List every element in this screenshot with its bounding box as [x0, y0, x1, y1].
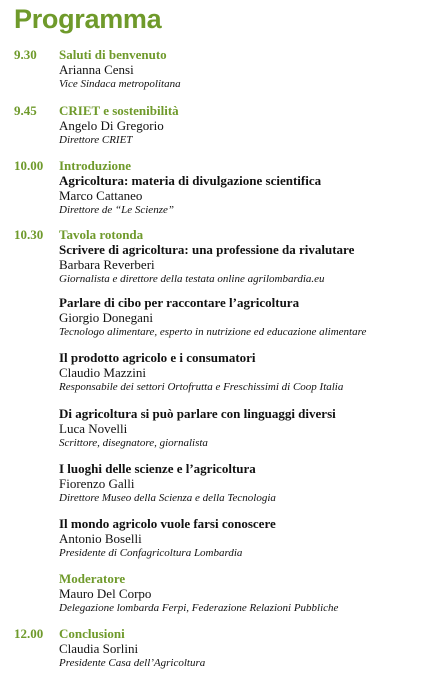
session-block — [59, 103, 414, 147]
speaker-role: Responsabile dei settori Ortofrutta e Freschissimi di Coop Italia — [59, 381, 344, 393]
talk-title: Agricoltura: materia di divulgazione scientifica — [59, 173, 322, 188]
talk-title: Parlare di cibo per raccontare l’agricoltura — [59, 295, 300, 310]
session-time: 10.30 — [14, 227, 44, 242]
session-block — [59, 227, 414, 286]
session-block — [59, 47, 414, 91]
section-title: Saluti di benvenuto — [59, 47, 167, 62]
section-title: Introduzione — [59, 158, 131, 173]
speaker-role: Tecnologo alimentare, esperto in nutrizione ed educazione alimentare — [59, 326, 367, 338]
speaker-role: Direttore CRIET — [59, 134, 133, 146]
section-title: Tavola rotonda — [59, 227, 144, 242]
talk-title: Di agricoltura si può parlare con linguaggi diversi — [59, 406, 336, 421]
talk-title: Il mondo agricolo vuole farsi conoscere — [59, 516, 276, 531]
session-block — [59, 158, 414, 217]
moderator-label: Moderatore — [59, 571, 126, 586]
session-time: 12.00 — [14, 626, 44, 641]
speaker-role: Direttore Museo della Scienza e della Tecnologia — [59, 492, 276, 504]
speaker-name: Luca Novelli — [59, 421, 128, 436]
talk-block — [59, 461, 414, 505]
talk-block — [59, 295, 414, 339]
talk-block — [59, 516, 414, 560]
speaker-role: Delegazione lombarda Ferpi, Federazione Relazioni Pubbliche — [59, 602, 339, 614]
talk-block — [59, 406, 414, 450]
speaker-name: Angelo Di Gregorio — [59, 118, 164, 133]
moderator-block — [59, 571, 414, 615]
speaker-role: Scrittore, disegnatore, giornalista — [59, 437, 208, 449]
speaker-name: Marco Cattaneo — [59, 188, 143, 203]
speaker-name: Antonio Boselli — [59, 531, 142, 546]
speaker-name: Arianna Censi — [59, 62, 134, 77]
speaker-name: Barbara Reverberi — [59, 257, 155, 272]
speaker-name: Claudio Mazzini — [59, 365, 147, 380]
talk-title: Scrivere di agricoltura: una professione da rivalutare — [59, 242, 355, 257]
session-time: 9.45 — [14, 103, 37, 118]
section-title: CRIET e sostenibilità — [59, 103, 179, 118]
session-time: 9.30 — [14, 47, 37, 62]
speaker-role: Giornalista e direttore della testata online agrilombardia.eu — [59, 273, 325, 285]
speaker-name: Mauro Del Corpo — [59, 586, 152, 601]
section-title: Conclusioni — [59, 626, 125, 641]
speaker-name: Claudia Sorlini — [59, 641, 139, 656]
speaker-role: Presidente Casa dell’Agricoltura — [59, 657, 206, 669]
speaker-name: Fiorenzo Galli — [59, 476, 135, 491]
speaker-role: Presidente di Confagricoltura Lombardia — [59, 547, 243, 559]
speaker-role: Vice Sindaca metropolitana — [59, 78, 181, 90]
talk-title: I luoghi delle scienze e l’agricoltura — [59, 461, 256, 476]
session-block — [59, 626, 414, 670]
speaker-role: Direttore de “Le Scienze” — [59, 204, 174, 216]
talk-block — [59, 350, 414, 394]
speaker-name: Giorgio Donegani — [59, 310, 153, 325]
talk-title: Il prodotto agricolo e i consumatori — [59, 350, 256, 365]
session-time: 10.00 — [14, 158, 44, 173]
page-title: Programma — [14, 4, 162, 34]
